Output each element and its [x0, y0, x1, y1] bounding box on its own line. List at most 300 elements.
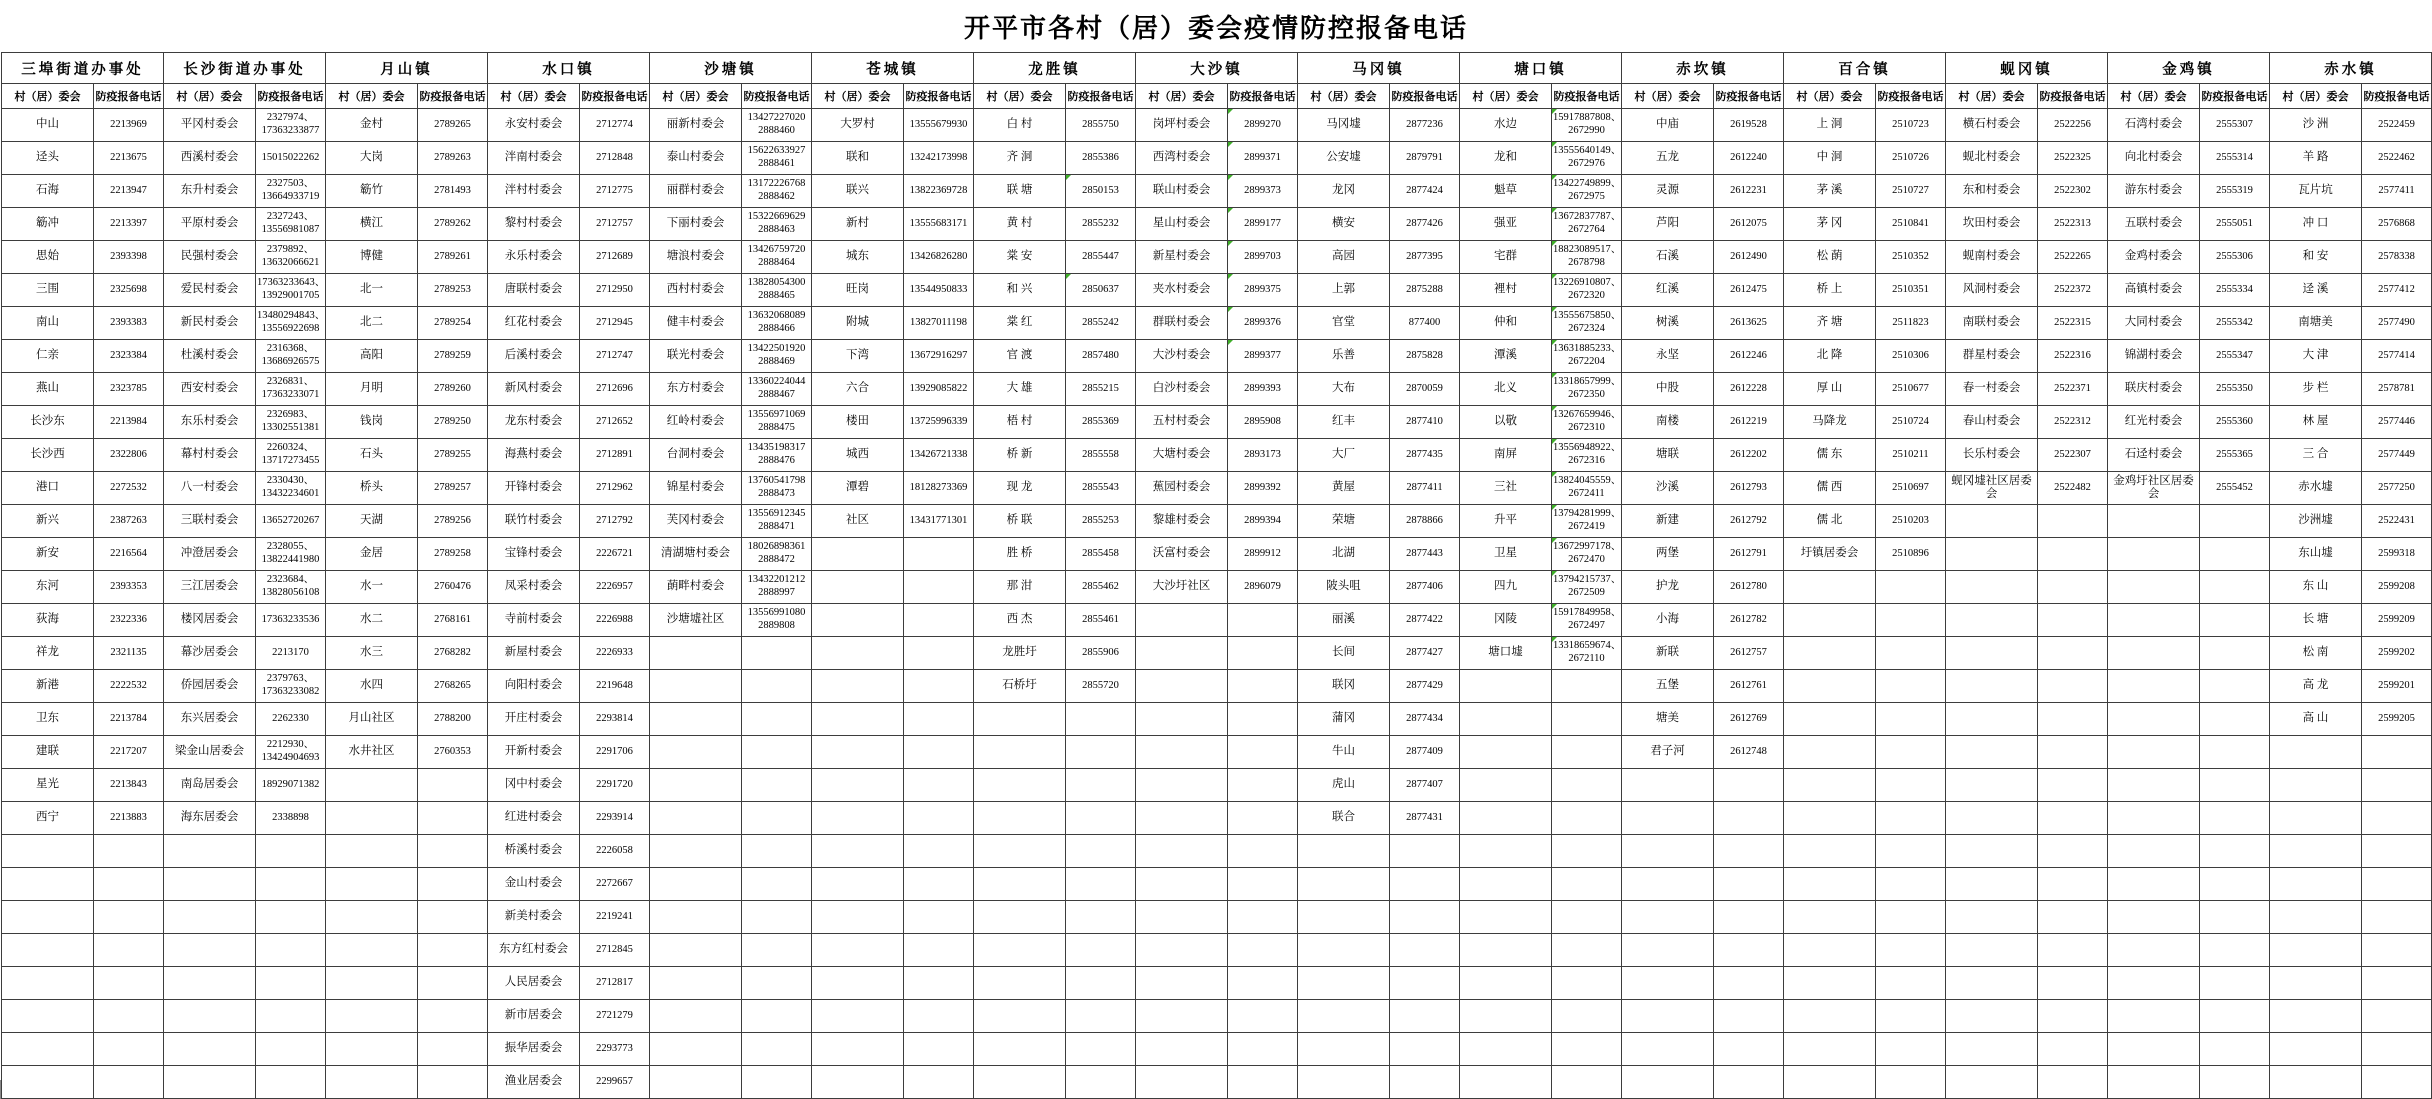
subheader-phone: 防疫报备电话	[1228, 84, 1298, 109]
phone-cell: 13725996339	[904, 406, 974, 439]
village-cell: 横江	[326, 208, 418, 241]
village-cell	[650, 769, 742, 802]
village-cell	[164, 1033, 256, 1066]
phone-cell	[1876, 1066, 1946, 1099]
phone-cell	[256, 868, 326, 901]
village-cell	[974, 1066, 1066, 1099]
phone-line: 2330430、	[266, 475, 315, 487]
village-cell	[1136, 1066, 1228, 1099]
village-cell	[1460, 967, 1552, 1000]
phone-cell	[1714, 901, 1784, 934]
phone-cell	[1066, 802, 1136, 835]
village-cell	[1946, 670, 2038, 703]
phone-cell	[742, 736, 812, 769]
phone-line: 13686926575	[261, 356, 320, 367]
phone-cell	[742, 373, 812, 406]
village-cell	[1136, 703, 1228, 736]
table-row	[2, 307, 2432, 340]
village-cell	[2108, 769, 2200, 802]
village-cell: 凤采村委会	[488, 571, 580, 604]
phone-cell: 2877409	[1390, 736, 1460, 769]
phone-line: 2672204	[1568, 356, 1605, 367]
phone-cell: 2855369	[1066, 406, 1136, 439]
village-cell: 城西	[812, 439, 904, 472]
village-cell: 厚 山	[1784, 373, 1876, 406]
phone-cell	[1552, 703, 1622, 736]
phone-cell: 2226957	[580, 571, 650, 604]
village-cell: 建联	[2, 736, 94, 769]
village-cell: 茅 冈	[1784, 208, 1876, 241]
phone-line: 2672320	[1568, 290, 1605, 301]
village-cell: 后溪村委会	[488, 340, 580, 373]
village-cell: 博健	[326, 241, 418, 274]
village-cell	[1784, 868, 1876, 901]
village-cell: 梧 村	[974, 406, 1066, 439]
village-cell	[2108, 1066, 2200, 1099]
phone-cell	[742, 901, 812, 934]
village-cell: 锦湖村委会	[2108, 340, 2200, 373]
village-cell: 塘口墟	[1460, 637, 1552, 670]
village-cell	[1136, 835, 1228, 868]
village-cell	[1946, 1033, 2038, 1066]
village-cell	[1946, 802, 2038, 835]
phone-cell: 2789254	[418, 307, 488, 340]
phone-cell	[1714, 934, 1784, 967]
phone-line: 17363233071	[261, 389, 320, 400]
phone-cell	[904, 571, 974, 604]
village-cell	[1784, 637, 1876, 670]
village-cell	[974, 769, 1066, 802]
village-cell: 蓢畔村委会	[650, 571, 742, 604]
table-row	[2, 604, 2432, 637]
village-cell	[2108, 802, 2200, 835]
town-header-0: 三埠街道办事处	[2, 53, 164, 84]
village-cell	[2, 967, 94, 1000]
phone-cell	[256, 439, 326, 472]
village-cell	[326, 1066, 418, 1099]
phone-cell: 2877426	[1390, 208, 1460, 241]
village-cell: 羊 路	[2270, 142, 2362, 175]
village-cell: 城东	[812, 241, 904, 274]
phone-cell: 2855242	[1066, 307, 1136, 340]
phone-cell: 2899703	[1228, 241, 1298, 274]
phone-cell: 2712747	[580, 340, 650, 373]
phone-cell: 2577490	[2362, 307, 2432, 340]
village-cell: 桥 上	[1784, 274, 1876, 307]
village-cell: 群联村委会	[1136, 307, 1228, 340]
phone-cell	[1552, 274, 1622, 307]
phone-cell	[2038, 703, 2108, 736]
village-cell	[2108, 571, 2200, 604]
phone-cell	[1390, 835, 1460, 868]
village-cell: 梁金山居委会	[164, 736, 256, 769]
village-cell	[2108, 1033, 2200, 1066]
phone-cell: 2612793	[1714, 472, 1784, 505]
village-cell: 松 南	[2270, 637, 2362, 670]
village-cell: 高 山	[2270, 703, 2362, 736]
village-cell: 新市居委会	[488, 1000, 580, 1033]
village-cell	[2108, 637, 2200, 670]
village-cell: 东升村委会	[164, 175, 256, 208]
village-cell	[326, 769, 418, 802]
phone-cell: 2855543	[1066, 472, 1136, 505]
phone-cell	[2038, 802, 2108, 835]
subheader-village: 村（居）委会	[2270, 84, 2362, 109]
phone-cell	[904, 802, 974, 835]
subheader-phone: 防疫报备电话	[418, 84, 488, 109]
phone-cell	[1228, 1033, 1298, 1066]
phone-line: 2672975	[1568, 191, 1605, 202]
subheader-phone: 防疫报备电话	[256, 84, 326, 109]
phone-cell	[256, 934, 326, 967]
village-cell	[1136, 637, 1228, 670]
phone-line: 13424904693	[261, 752, 320, 763]
phone-cell: 2612228	[1714, 373, 1784, 406]
village-cell	[650, 703, 742, 736]
town-header-10: 赤坎镇	[1622, 53, 1784, 84]
phone-line: 2672470	[1568, 554, 1605, 565]
phone-cell: 2870059	[1390, 373, 1460, 406]
phone-cell: 2217207	[94, 736, 164, 769]
village-cell: 水井社区	[326, 736, 418, 769]
phone-cell: 2712891	[580, 439, 650, 472]
phone-cell: 2855447	[1066, 241, 1136, 274]
phone-cell: 2877236	[1390, 109, 1460, 142]
phone-cell: 13555683171	[904, 208, 974, 241]
village-cell: 金村	[326, 109, 418, 142]
town-header-row	[2, 53, 2432, 84]
phone-line: 13435198317	[747, 442, 806, 454]
table-row	[2, 274, 2432, 307]
village-cell	[1784, 835, 1876, 868]
village-cell	[1136, 736, 1228, 769]
table-row	[2, 538, 2432, 571]
town-header-8: 马冈镇	[1298, 53, 1460, 84]
phone-line: 18823089517、	[1553, 244, 1622, 256]
village-cell: 桥 新	[974, 439, 1066, 472]
phone-line: 2379892、	[266, 244, 315, 256]
phone-cell: 2899375	[1228, 274, 1298, 307]
table-row	[2, 670, 2432, 703]
village-cell	[974, 1000, 1066, 1033]
village-cell: 大厂	[1298, 439, 1390, 472]
village-cell: 圩镇居委会	[1784, 538, 1876, 571]
phone-cell: 2522372	[2038, 274, 2108, 307]
phone-cell: 2899392	[1228, 472, 1298, 505]
village-cell	[1622, 901, 1714, 934]
village-cell: 冲澄居委会	[164, 538, 256, 571]
village-cell: 石头	[326, 439, 418, 472]
phone-cell	[1714, 1000, 1784, 1033]
phone-line: 2672324	[1568, 323, 1605, 334]
village-cell	[164, 934, 256, 967]
village-cell: 月明	[326, 373, 418, 406]
phone-cell	[742, 307, 812, 340]
village-cell	[326, 802, 418, 835]
phone-line: 2888467	[758, 389, 795, 400]
phone-cell	[94, 901, 164, 934]
village-cell: 唐联村委会	[488, 274, 580, 307]
village-cell	[164, 1066, 256, 1099]
village-cell	[326, 934, 418, 967]
phone-cell: 13426826280	[904, 241, 974, 274]
village-cell	[1460, 835, 1552, 868]
phone-cell: 2899376	[1228, 307, 1298, 340]
village-cell: 开新村委会	[488, 736, 580, 769]
phone-cell	[418, 868, 488, 901]
phone-cell	[2200, 769, 2270, 802]
village-cell: 北二	[326, 307, 418, 340]
phone-cell	[1876, 703, 1946, 736]
phone-cell	[1552, 868, 1622, 901]
village-cell: 蚬冈墟社区居委会	[1946, 472, 2038, 505]
village-cell: 大 津	[2270, 340, 2362, 373]
village-cell	[974, 901, 1066, 934]
village-cell	[1136, 670, 1228, 703]
phone-cell: 2213969	[94, 109, 164, 142]
village-cell: 现 龙	[974, 472, 1066, 505]
phone-cell: 2877424	[1390, 175, 1460, 208]
phone-cell: 2855215	[1066, 373, 1136, 406]
phone-cell	[2038, 637, 2108, 670]
phone-cell: 877400	[1390, 307, 1460, 340]
phone-cell: 2855462	[1066, 571, 1136, 604]
village-cell: 三联村委会	[164, 505, 256, 538]
phone-cell: 2510727	[1876, 175, 1946, 208]
village-cell: 长 塘	[2270, 604, 2362, 637]
phone-line: 13427227020	[747, 112, 806, 124]
village-cell	[1622, 868, 1714, 901]
village-cell	[2108, 505, 2200, 538]
phone-cell	[1552, 241, 1622, 274]
village-cell: 卫东	[2, 703, 94, 736]
phone-cell: 2522316	[2038, 340, 2108, 373]
phone-line: 2678798	[1568, 257, 1605, 268]
phone-cell	[94, 835, 164, 868]
village-cell: 裡村	[1460, 274, 1552, 307]
phone-cell: 2612202	[1714, 439, 1784, 472]
village-cell: 沃富村委会	[1136, 538, 1228, 571]
phone-line: 2888465	[758, 290, 795, 301]
village-cell: 水三	[326, 637, 418, 670]
phone-line: 13717273455	[261, 455, 320, 466]
village-cell: 冲 口	[2270, 208, 2362, 241]
table-row	[2, 835, 2432, 868]
village-cell: 泮村村委会	[488, 175, 580, 208]
phone-cell: 2855906	[1066, 637, 1136, 670]
subheader-village: 村（居）委会	[1784, 84, 1876, 109]
village-cell: 大沙圩社区	[1136, 571, 1228, 604]
phone-cell: 13426721338	[904, 439, 974, 472]
village-cell: 下湾	[812, 340, 904, 373]
village-cell: 三江居委会	[164, 571, 256, 604]
village-cell: 岗坪村委会	[1136, 109, 1228, 142]
phone-cell	[94, 934, 164, 967]
village-cell	[1622, 1000, 1714, 1033]
phone-cell: 2712696	[580, 373, 650, 406]
phone-cell: 2510697	[1876, 472, 1946, 505]
phone-cell: 2226988	[580, 604, 650, 637]
phone-line: 2327974、	[266, 112, 315, 124]
phone-cell: 13672916297	[904, 340, 974, 373]
village-cell: 侨园居委会	[164, 670, 256, 703]
phone-cell: 2555306	[2200, 241, 2270, 274]
phone-cell: 2510677	[1876, 373, 1946, 406]
phone-cell: 2522302	[2038, 175, 2108, 208]
village-cell: 南楼	[1622, 406, 1714, 439]
village-cell	[1784, 802, 1876, 835]
phone-cell	[256, 1033, 326, 1066]
phone-line: 13929001705	[261, 290, 320, 301]
village-cell	[812, 835, 904, 868]
phone-cell: 2899377	[1228, 340, 1298, 373]
village-cell: 西湾村委会	[1136, 142, 1228, 175]
village-cell: 桥头	[326, 472, 418, 505]
phone-cell: 2213397	[94, 208, 164, 241]
village-cell	[164, 901, 256, 934]
phone-cell	[256, 901, 326, 934]
village-cell: 五堡	[1622, 670, 1714, 703]
village-cell	[2270, 934, 2362, 967]
phone-line: 2888997	[758, 587, 795, 598]
village-cell: 大布	[1298, 373, 1390, 406]
phone-line: 13672837787、	[1553, 211, 1622, 223]
village-cell: 金鸡村委会	[2108, 241, 2200, 274]
town-header-7: 大沙镇	[1136, 53, 1298, 84]
phone-cell: 2612792	[1714, 505, 1784, 538]
phone-cell: 2393383	[94, 307, 164, 340]
phone-cell	[256, 175, 326, 208]
village-cell: 新星村委会	[1136, 241, 1228, 274]
phone-cell: 2578781	[2362, 373, 2432, 406]
phone-cell	[2200, 1066, 2270, 1099]
table-row	[2, 571, 2432, 604]
village-cell	[1784, 934, 1876, 967]
phone-cell	[904, 538, 974, 571]
phone-cell	[256, 373, 326, 406]
phone-cell: 2510351	[1876, 274, 1946, 307]
town-header-11: 百合镇	[1784, 53, 1946, 84]
village-cell	[1946, 868, 2038, 901]
village-cell	[1622, 802, 1714, 835]
phone-cell: 2721279	[580, 1000, 650, 1033]
phone-cell: 2510211	[1876, 439, 1946, 472]
village-cell: 旺岗	[812, 274, 904, 307]
phone-cell: 2599201	[2362, 670, 2432, 703]
village-cell	[1784, 901, 1876, 934]
phone-line: 2672411	[1568, 488, 1605, 499]
phone-cell	[742, 637, 812, 670]
village-cell	[812, 868, 904, 901]
phone-line: 15917887808、	[1553, 112, 1622, 124]
village-cell	[1946, 835, 2038, 868]
phone-cell: 2510352	[1876, 241, 1946, 274]
phone-cell	[2038, 835, 2108, 868]
phone-line: 18026898361	[747, 541, 806, 553]
village-cell	[974, 802, 1066, 835]
village-cell	[326, 901, 418, 934]
phone-cell: 2877427	[1390, 637, 1460, 670]
village-cell	[650, 901, 742, 934]
table-row	[2, 901, 2432, 934]
phone-cell	[1228, 769, 1298, 802]
phone-cell: 2522315	[2038, 307, 2108, 340]
phone-cell: 2555360	[2200, 406, 2270, 439]
table-row	[2, 472, 2432, 505]
phone-cell: 2613625	[1714, 307, 1784, 340]
village-cell	[1622, 1033, 1714, 1066]
phone-cell: 2877410	[1390, 406, 1460, 439]
phone-cell	[904, 736, 974, 769]
village-cell	[1946, 967, 2038, 1000]
village-cell: 西宁	[2, 802, 94, 835]
phone-cell	[742, 868, 812, 901]
phone-cell: 2219648	[580, 670, 650, 703]
phone-cell: 2226933	[580, 637, 650, 670]
phone-cell: 2789250	[418, 406, 488, 439]
village-cell: 五村村委会	[1136, 406, 1228, 439]
phone-cell: 2768161	[418, 604, 488, 637]
village-cell	[326, 967, 418, 1000]
village-cell: 东山墟	[2270, 538, 2362, 571]
village-cell: 星光	[2, 769, 94, 802]
village-cell	[1784, 736, 1876, 769]
village-cell	[812, 703, 904, 736]
village-cell	[1136, 802, 1228, 835]
village-cell	[2, 835, 94, 868]
phone-line: 17363233082	[261, 686, 320, 697]
phone-cell	[1552, 769, 1622, 802]
village-cell	[1298, 1000, 1390, 1033]
village-cell	[2270, 736, 2362, 769]
phone-line: 2888473	[758, 488, 795, 499]
phone-cell	[2200, 1033, 2270, 1066]
phone-line: 2888460	[758, 125, 795, 136]
village-cell: 附城	[812, 307, 904, 340]
phone-line: 2888461	[758, 158, 795, 169]
phone-cell	[256, 670, 326, 703]
phone-cell	[1552, 967, 1622, 1000]
village-cell: 新联	[1622, 637, 1714, 670]
village-cell: 群星村委会	[1946, 340, 2038, 373]
phone-cell: 2855232	[1066, 208, 1136, 241]
village-cell: 永坚	[1622, 340, 1714, 373]
phone-cell: 2875288	[1390, 274, 1460, 307]
village-cell: 红进村委会	[488, 802, 580, 835]
village-cell: 水一	[326, 571, 418, 604]
village-cell	[164, 967, 256, 1000]
village-cell: 联竹村委会	[488, 505, 580, 538]
phone-cell	[742, 439, 812, 472]
village-cell: 金鸡圩社区居委会	[2108, 472, 2200, 505]
phone-line: 13422501920	[747, 343, 806, 355]
phone-cell	[1876, 736, 1946, 769]
phone-cell: 2510896	[1876, 538, 1946, 571]
village-cell: 思始	[2, 241, 94, 274]
phone-cell: 2599205	[2362, 703, 2432, 736]
phone-cell	[1228, 868, 1298, 901]
town-header-13: 金鸡镇	[2108, 53, 2270, 84]
phone-cell: 2522462	[2362, 142, 2432, 175]
village-cell: 沙溪	[1622, 472, 1714, 505]
phone-line: 13672997178、	[1553, 541, 1622, 553]
town-header-2: 月山镇	[326, 53, 488, 84]
phone-cell	[1552, 604, 1622, 637]
village-cell: 钱岗	[326, 406, 418, 439]
phone-cell	[256, 340, 326, 373]
table-row	[2, 439, 2432, 472]
village-cell	[2, 1033, 94, 1066]
